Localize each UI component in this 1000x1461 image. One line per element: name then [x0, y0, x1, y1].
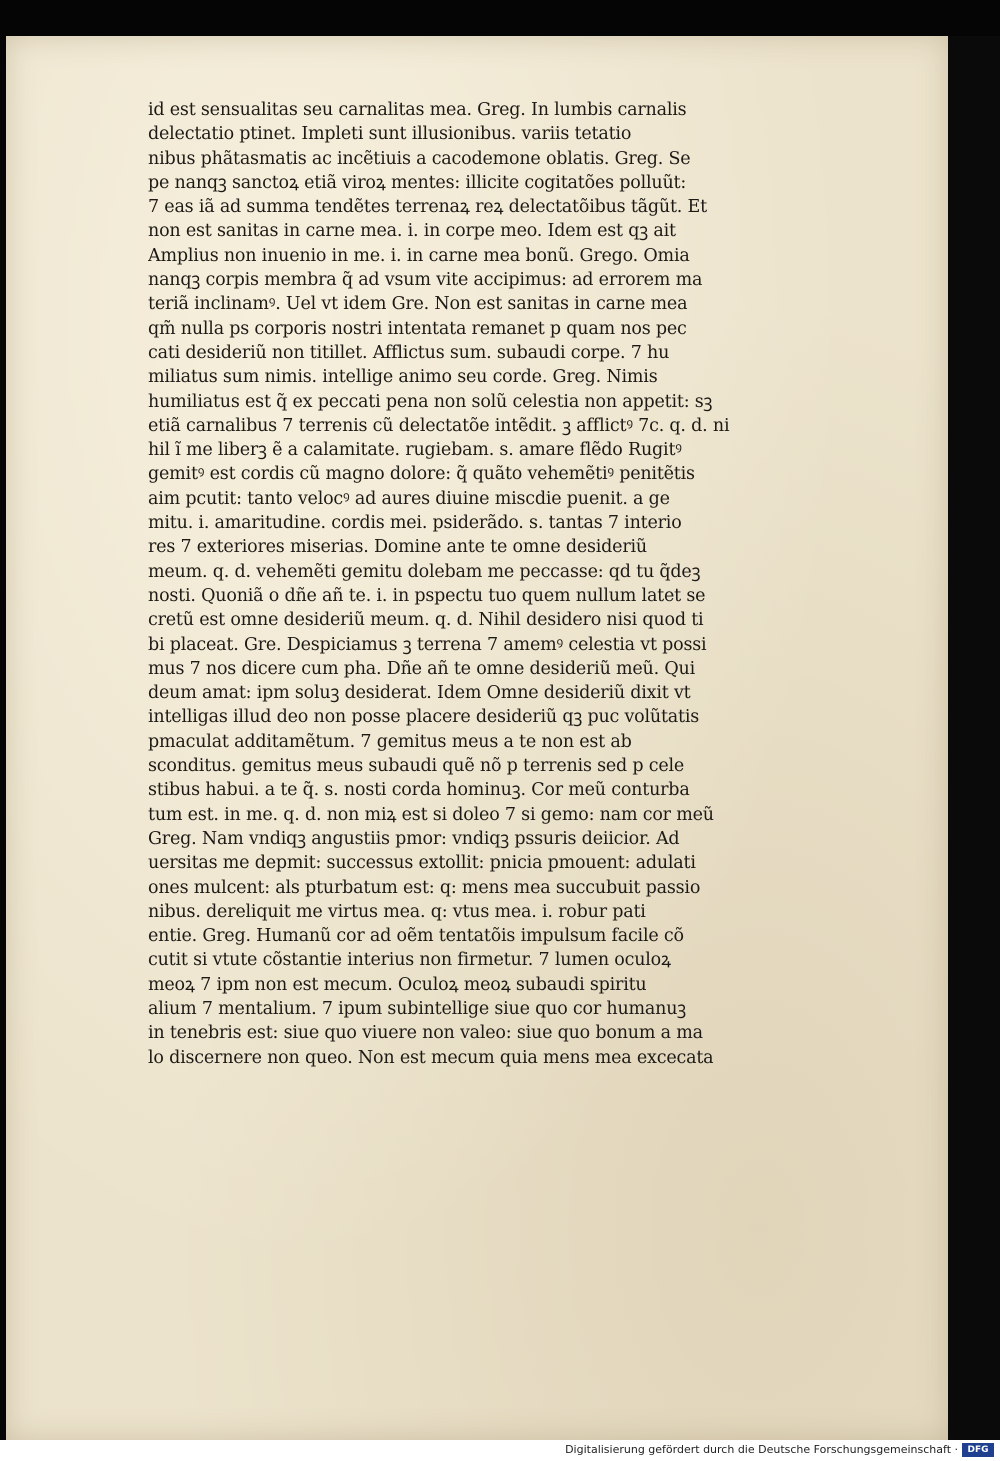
footer-bar [0, 1440, 1000, 1461]
text-line: alium 7 mentalium. 7 ipum subintellige siue quo cor humanuꝫ [148, 998, 687, 1019]
dfg-logo: DFG [962, 1443, 994, 1457]
text-line: in tenebris est: siue quo viuere non valeo: siue quo bonum a ma [148, 1023, 703, 1044]
text-line: humiliatus est q̃ ex peccati pena non solũ celestia non appetit: sꝫ [148, 391, 713, 412]
text-line: teriã inclinamꝰ. Uel vt idem Gre. Non est sanitas in carne mea [148, 294, 688, 315]
text-line: qm̃ nulla ps corporis nostri intentata remanet p quam nos pec [148, 318, 687, 339]
text-line: delectatio ptinet. Impleti sunt illusionibus. variis tetatio [148, 124, 632, 145]
text-line: pe nanqꝫ sanctoꝝ etiã viroꝝ mentes: illicite cogitatões polluũt: [148, 172, 687, 193]
text-line: etiã carnalibus 7 terrenis cũ delectatõe intẽdit. ꝫ afflictꝰ 7c. q. d. ni [148, 415, 730, 436]
text-line: nosti. Quoniã o dñe añ te. i. in pspectu tuo quem nullum latet se [148, 585, 706, 606]
text-line: lo discernere non queo. Non est mecum quia mens mea excecata [148, 1047, 714, 1068]
page-text [148, 98, 838, 1070]
text-line: miliatus sum nimis. intellige animo seu corde. Greg. Nimis [148, 367, 658, 388]
text-line: cati desideriũ non titillet. Afflictus sum. subaudi corpe. 7 hu [148, 342, 670, 363]
text-line: sconditus. gemitus meus subaudi quẽ nõ p terrenis sed p cele [148, 756, 685, 777]
text-line: pmaculat additamẽtum. 7 gemitus meus a te non est ab [148, 731, 632, 752]
text-line: ones mulcent: als pturbatum est: q: mens mea succubuit passio [148, 877, 701, 898]
text-line: meum. q. d. vehemẽti gemitu dolebam me peccasse: qd tu q̃deꝫ [148, 561, 701, 582]
text-line: nanqꝫ corpis membra q̃ ad vsum vite accipimus: ad errorem ma [148, 270, 703, 291]
text-line: 7 eas iã ad summa tendẽtes terrenaꝝ reꝝ delectatõibus tãgũt. Et [148, 197, 707, 218]
text-line: nibus. dereliquit me virtus mea. q: vtus mea. i. robur pati [148, 901, 646, 922]
text-line: gemitꝰ est cordis cũ magno dolore: q̃ quãto vehemẽtiꝰ penitẽtis [148, 464, 695, 485]
text-line: nibus phãtasmatis ac incẽtiuis a cacodemone oblatis. Greg. Se [148, 148, 691, 169]
text-line: mitu. i. amaritudine. cordis mei. psiderãdo. s. tantas 7 interio [148, 513, 682, 534]
text-line: cutit si vtute cõstantie interius non firmetur. 7 lumen oculoꝝ [148, 950, 671, 971]
text-line: meoꝝ 7 ipm non est mecum. Oculoꝝ meoꝝ subaudi spiritu [148, 974, 647, 995]
text-line: non est sanitas in carne mea. i. in corpe meo. Idem est qꝫ ait [148, 221, 676, 242]
text-line: entie. Greg. Humanũ cor ad oẽm tentatõis impulsum facile cõ [148, 926, 684, 947]
text-line: mus 7 nos dicere cum pha. Dñe añ te omne desideriũ meũ. Qui [148, 658, 695, 679]
text-line: intelligas illud deo non posse placere desideriũ qꝫ puc volũtatis [148, 707, 700, 728]
text-line: stibus habui. a te q̃. s. nosti corda hominuꝫ. Cor meũ conturba [148, 780, 690, 801]
text-line: hil ĩ me liberꝫ ẽ a calamitate. rugiebam. s. amare flẽdo Rugitꝰ [148, 440, 682, 461]
text-line: deum amat: ipm soluꝫ desiderat. Idem Omne desideriũ dixit vt [148, 683, 691, 704]
funding-credit: Digitalisierung gefördert durch die Deutsche Forschungsgemeinschaft · [565, 1443, 958, 1456]
text-line: Greg. Nam vndiqꝫ angustiis pmor: vndiqꝫ pssuris deiicior. Ad [148, 828, 680, 849]
text-line: tum est. in me. q. d. non miꝝ est si doleo 7 si gemo: nam cor meũ [148, 804, 714, 825]
text-line: aim pcutit: tanto velocꝰ ad aures diuine miscdie puenit. a ge [148, 488, 670, 509]
text-line: res 7 exteriores miserias. Domine ante te omne desideriũ [148, 537, 647, 558]
text-line: cretũ est omne desideriũ meum. q. d. Nihil desidero nisi quod ti [148, 610, 704, 631]
text-line: Amplius non inuenio in me. i. in carne mea bonũ. Grego. Omia [148, 245, 690, 266]
text-line: bi placeat. Gre. Despiciamus ꝫ terrena 7 amemꝰ celestia vt possi [148, 634, 707, 655]
text-line: id est sensualitas seu carnalitas mea. Greg. In lumbis carnalis [148, 100, 687, 120]
scan-edge [948, 36, 1000, 1440]
text-line: uersitas me depmit: successus extollit: pnicia pmouent: adulati [148, 853, 696, 874]
